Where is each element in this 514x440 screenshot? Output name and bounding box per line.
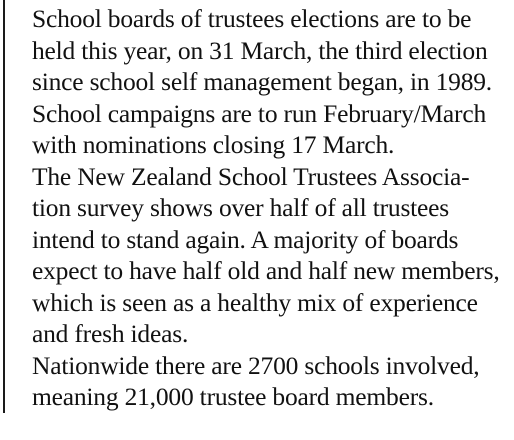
paragraph-nationwide — [10, 350, 510, 413]
text-line: expect to have half old and half new members, — [32, 256, 500, 285]
text-line: since school self management began, in 1989. — [32, 67, 492, 96]
text-line: and fresh ideas. — [32, 319, 189, 348]
text-line: tion survey shows over half of all trustees — [32, 193, 450, 222]
paragraph-campaigns — [10, 98, 510, 161]
article-body — [10, 3, 510, 413]
paragraph-survey — [10, 161, 510, 350]
text-line: which is seen as a healthy mix of experience — [32, 287, 478, 317]
text-line: with nominations closing 17 March. — [32, 130, 395, 159]
paragraph-elections — [10, 3, 510, 98]
text-line: meaning 21,000 trustee board members. — [32, 382, 434, 411]
text-line: intend to stand again. A majority of boards — [32, 224, 459, 254]
text-line: held this year, on 31 March, the third election — [32, 35, 488, 65]
text-line: Nationwide there are 2700 schools involved, — [32, 350, 480, 380]
text-line: School boards of trustees elections are to be — [32, 4, 472, 33]
column-rule — [3, 0, 5, 413]
text-line: The New Zealand School Trustees Associa- — [32, 161, 470, 191]
text-line: School campaigns are to run February/March — [32, 98, 486, 128]
